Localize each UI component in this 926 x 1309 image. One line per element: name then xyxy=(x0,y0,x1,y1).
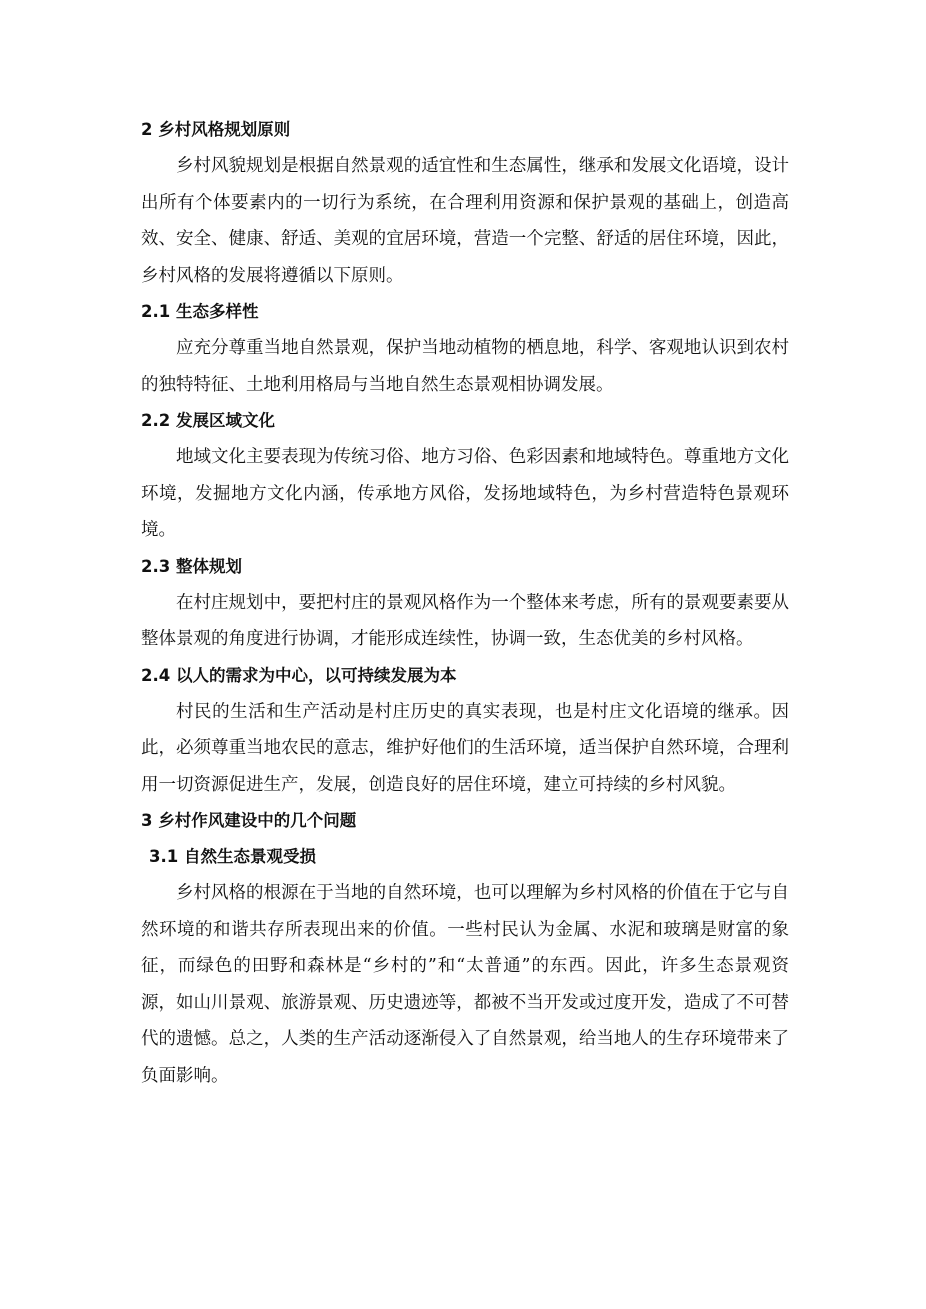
section-2-paragraph: 乡村风貌规划是根据自然景观的适宜性和生态属性，继承和发展文化语境，设计出所有个体要素内的一切行为系统，在合理利用资源和保护景观的基础上，创造高效、安全、健康、舒适、美观的宜居环境，营造一个完整、舒适的居住环境，因此，乡村风格的发展将遵循以下原则。 xyxy=(141,156,789,286)
section-2-heading: 2 乡村风格规划原则 xyxy=(141,120,291,139)
section-2-1-heading: 2.1 生态多样性 xyxy=(141,302,259,321)
section-3-1-paragraph: 乡村风格的根源在于当地的自然环境，也可以理解为乡村风格的价值在于它与自然环境的和谐共存所表现出来的价值。一些村民认为金属、水泥和玻璃是财富的象征，而绿色的田野和森林是“乡村的”和“太普通”的东西。因此，许多生态景观资源，如山川景观、旅游景观、历史遗迹等，都被不当开发或过度开发，造成了不可替代的遗憾。总之，人类的生产活动逐渐侵入了自然景观，给当地人的生存环境带来了负面影响。 xyxy=(141,883,789,1086)
section-3-1-heading: 3.1 自然生态景观受损 xyxy=(149,847,316,866)
section-2-2-heading: 2.2 发展区域文化 xyxy=(141,411,275,430)
section-2-1-paragraph: 应充分尊重当地自然景观，保护当地动植物的栖息地，科学、客观地认识到农村的独特特征、土地利用格局与当地自然生态景观相协调发展。 xyxy=(141,338,789,395)
section-2-4-paragraph: 村民的生活和生产活动是村庄历史的真实表现，也是村庄文化语境的继承。因此，必须尊重当地农民的意志，维护好他们的生活环境，适当保护自然环境，合理利用一切资源促进生产，发展，创造良好的居住环境，建立可持续的乡村风貌。 xyxy=(141,701,789,795)
section-2-3-heading: 2.3 整体规划 xyxy=(141,556,242,576)
section-3-heading: 3 乡村作风建设中的几个问题 xyxy=(141,811,357,830)
section-2-2-paragraph: 地域文化主要表现为传统习俗、地方习俗、色彩因素和地域特色。尊重地方文化环境，发掘地方文化内涵，传承地方风俗，发扬地域特色，为乡村营造特色景观环境。 xyxy=(141,447,789,540)
section-2-4-heading: 2.4 以人的需求为中心，以可持续发展为本 xyxy=(141,665,457,685)
section-2-3-paragraph: 在村庄规划中，要把村庄的景观风格作为一个整体来考虑，所有的景观要素要从整体景观的角度进行协调，才能形成连续性，协调一致，生态优美的乡村风格。 xyxy=(141,592,789,649)
document-page xyxy=(141,112,789,1094)
